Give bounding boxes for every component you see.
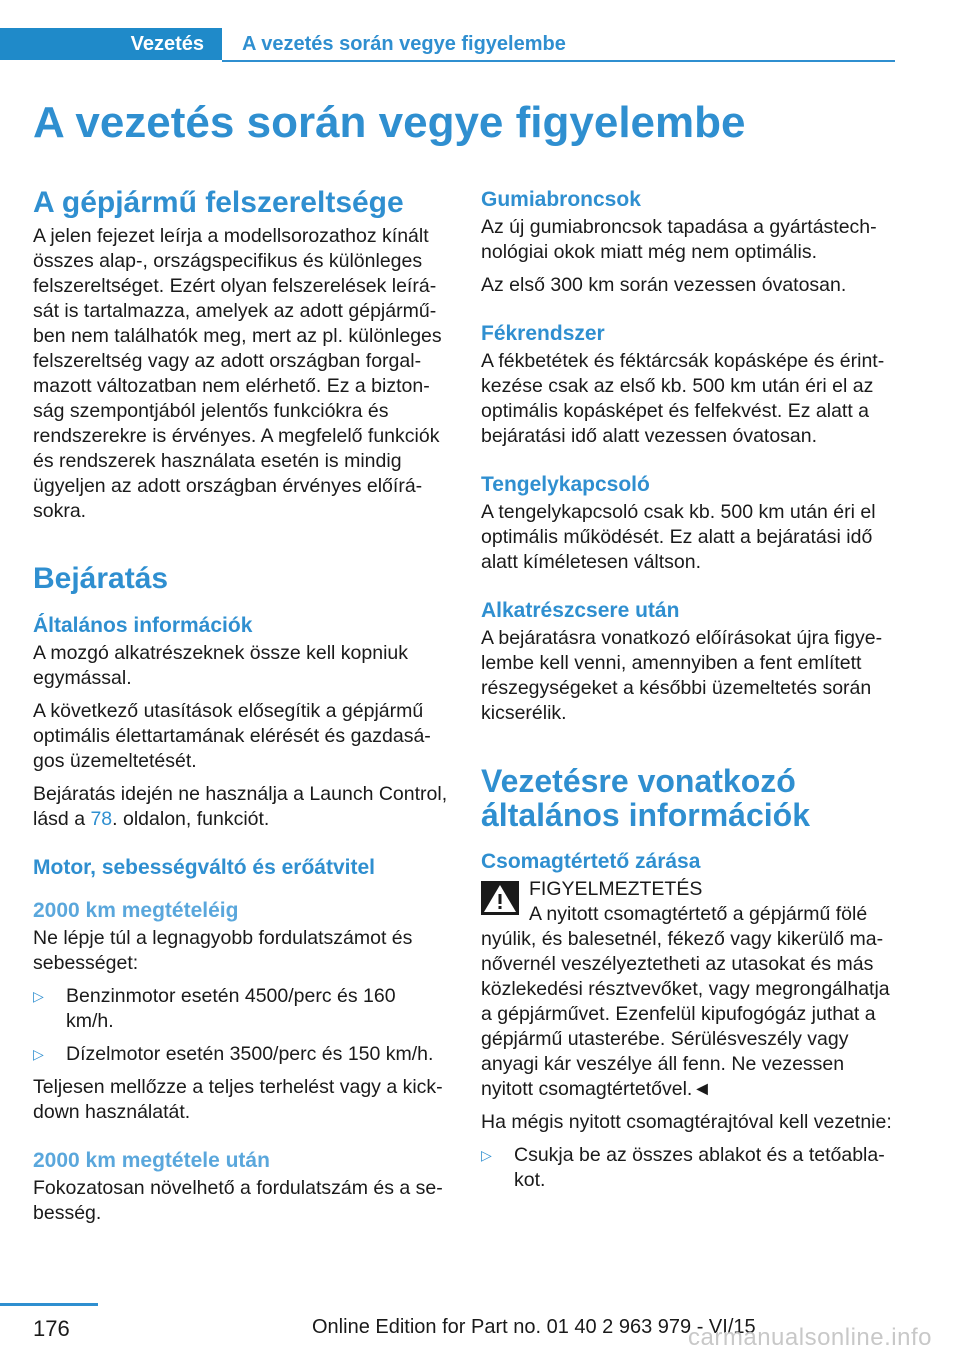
clutch-text: A tengelykapcsoló csak kb. 500 km után éri el optimális működését. Ez alatt a bejáratási idő alatt kíméletesen váltson. bbox=[481, 501, 876, 573]
bullet-text: Csukja be az összes ablakot és a tetőablakot. bbox=[514, 1144, 885, 1191]
after-2000-text: Fokozatosan növelhető a fordulatszám és a sebesség. bbox=[33, 1177, 443, 1224]
general-info-p3-pre: Bejáratás idején ne használja a Launch Control, lásd a bbox=[33, 783, 448, 830]
general-info-p3-post: . oldalon, funkciót. bbox=[112, 808, 270, 830]
warning-text: A nyitott csomagtértető a gépjármű fölé nyúlik, és balesetnél, fékező vagy kikerülő manővernél veszélyeztetheti az utasokat és más közlekedési résztvevőket, vagy megrongálhatja a gépjárművet. Ezenfelül kipufogógáz juthat a gépjármű utasterébe. Sérülésveszély vagy anyagi kár veszélye áll fenn. Ne vezessen nyitott csomagtértetővel.◄ bbox=[481, 903, 890, 1100]
clutch-heading: Tengelykapcsoló bbox=[481, 473, 650, 496]
left-column bbox=[33, 186, 448, 1234]
edition-note: Online Edition for Part no. 01 40 2 963 979 - VI/15 bbox=[312, 1316, 756, 1338]
until-2000-text: Ne lépje túl a legnagyobb fordulatszámot és sebességet: bbox=[33, 927, 413, 974]
header-section-tab: Vezetés bbox=[0, 28, 222, 60]
list-item bbox=[33, 1042, 448, 1067]
right-column bbox=[481, 186, 896, 1201]
header-divider bbox=[222, 60, 895, 62]
general-info-p3 bbox=[33, 782, 448, 832]
page-link-78[interactable]: 78 bbox=[90, 808, 113, 830]
bullet-text: Benzinmotor esetén 4500/perc és 160 km/h. bbox=[66, 985, 396, 1032]
equipment-heading: A gépjármű felszereltsége bbox=[33, 186, 404, 219]
general-info-heading: Általános információk bbox=[33, 614, 253, 637]
triangle-right-icon: ▷ bbox=[481, 1147, 492, 1163]
general-info-p1: A mozgó alkatrészeknek össze kell kopniuk egymással. bbox=[33, 642, 409, 689]
brakes-heading: Fékrendszer bbox=[481, 322, 605, 345]
list-item bbox=[33, 984, 448, 1034]
watermark: carmanualsonline.info bbox=[688, 1324, 932, 1351]
after-2000-heading: 2000 km megtétele után bbox=[33, 1149, 270, 1172]
driving-info-heading: Vezetésre vonatkozó általános információk bbox=[481, 763, 810, 833]
page-number: 176 bbox=[33, 1316, 70, 1341]
page-title: A vezetés során vegye figyelembe bbox=[33, 98, 746, 147]
full-load-text: Teljesen mellőzze a teljes terhelést vagy a kick-down használatát. bbox=[33, 1076, 443, 1123]
parts-heading: Alkatrészcsere után bbox=[481, 599, 680, 622]
until-2000-heading: 2000 km megtételéig bbox=[33, 899, 239, 922]
running-header bbox=[0, 28, 895, 62]
brakes-text: A fékbetétek és féktárcsák kopásképe és érintkezése csak az első kb. 500 km után éri el az optimális kopásképet és felfekvést. Ez alatt a bejáratási idő alatt vezessen óvatosan. bbox=[481, 350, 885, 447]
motor-heading: Motor, sebességváltó és erőátvitel bbox=[33, 856, 375, 879]
triangle-right-icon: ▷ bbox=[33, 988, 44, 1004]
open-tailgate-text: Ha mégis nyitott csomagtérajtóval kell vezetnie: bbox=[481, 1111, 892, 1133]
general-info-p2: A következő utasítások elősegítik a gépjármű optimális élettartamának elérését és gazdaságos üzemeltetését. bbox=[33, 700, 431, 772]
equipment-text: A jelen fejezet leírja a modellsorozathoz kínált összes alap-, országspecifikus és különleges felszereltséget. Ezért olyan felszerelések leírását is tartalmazza, amelyek az adott gépjárműben nem találhatók meg, mert az pl. különleges felszereltség vagy az adott országban forgalmazott változatban nem elérhető. Ez a biztonság szempontjából jelentős funkciókra és rendszerekre is érvényes. A megfelelő funkciók és rendszerek használata esetén is mindig ügyeljen az adott országban érvényes előírásokra. bbox=[33, 225, 442, 522]
warning-label: FIGYELMEZTETÉS bbox=[529, 878, 703, 900]
triangle-right-icon: ▷ bbox=[33, 1046, 44, 1062]
tailgate-heading: Csomagtértető zárása bbox=[481, 850, 701, 873]
tires-p2: Az első 300 km során vezessen óvatosan. bbox=[481, 274, 847, 296]
footer-divider bbox=[0, 1303, 98, 1306]
parts-text: A bejáratásra vonatkozó előírásokat újra figyelembe kell venni, amennyiben a fent említett részegységeket a későbbi üzemeltetés során kicserélik. bbox=[481, 627, 883, 724]
warning-block bbox=[481, 877, 896, 902]
tires-p1: Az új gumiabroncsok tapadása a gyártástechnológiai okok miatt még nem optimális. bbox=[481, 216, 877, 263]
list-item bbox=[481, 1143, 896, 1193]
header-chapter-title: A vezetés során vegye figyelembe bbox=[242, 33, 566, 55]
tires-heading: Gumiabroncsok bbox=[481, 188, 641, 211]
break-in-heading: Bejáratás bbox=[33, 562, 169, 595]
bullet-text: Dízelmotor esetén 3500/perc és 150 km/h. bbox=[66, 1043, 434, 1065]
warning-triangle-icon bbox=[481, 881, 519, 915]
